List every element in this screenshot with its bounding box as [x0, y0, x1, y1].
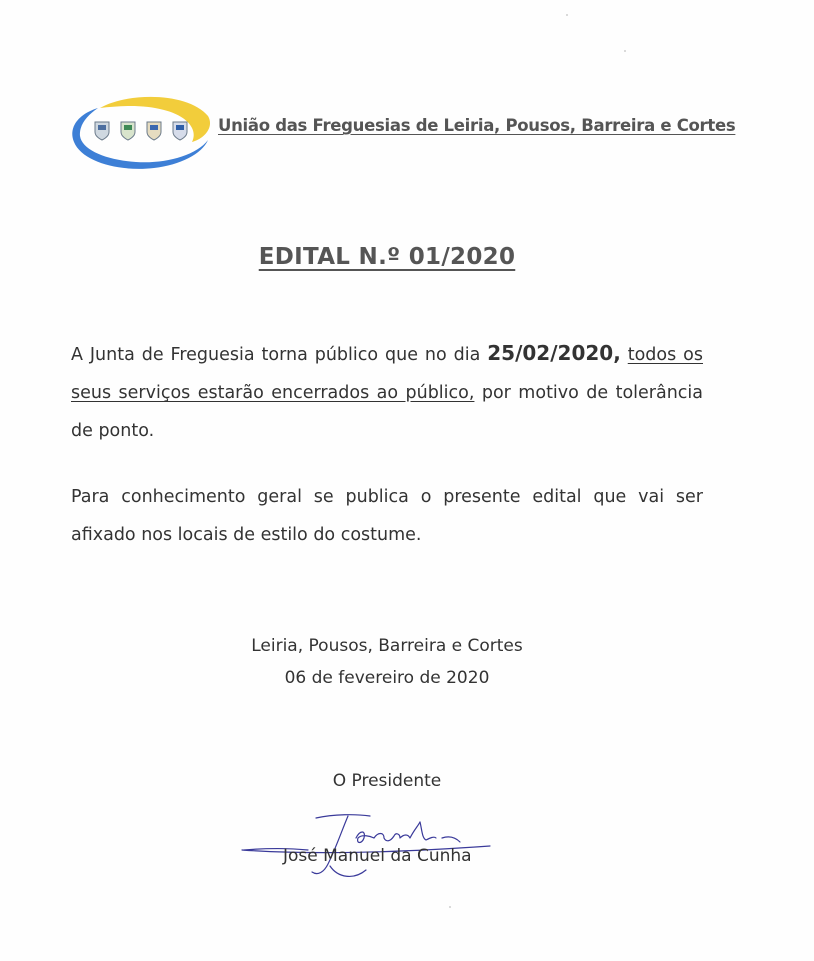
- place-location: Leiria, Pousos, Barreira e Cortes: [251, 636, 523, 656]
- letterhead: [68, 94, 748, 174]
- signer-role: O Presidente: [332, 771, 442, 791]
- signer-name: José Manuel da Cunha: [283, 846, 472, 866]
- publication-paragraph: Para conhecimento geral se publica o presente edital que vai ser afixado nos locais de estilo do costume.: [71, 487, 703, 545]
- scan-speck: [449, 906, 451, 908]
- closure-statement: todos os seus serviços estarão encerrados ao público,: [71, 345, 703, 403]
- place-and-date: [0, 630, 774, 694]
- issue-date: 06 de fevereiro de 2020: [284, 668, 490, 688]
- edital-title: EDITAL N.º 01/2020: [258, 244, 516, 270]
- notice-text-suffix: por motivo de tolerância de ponto.: [71, 383, 704, 441]
- scan-speck: [624, 50, 626, 52]
- notice-paragraph: [71, 334, 703, 450]
- parish-union-logo-icon: [68, 94, 214, 174]
- closure-date: 25/02/2020,: [487, 341, 621, 365]
- organization-name: União das Freguesias de Leiria, Pousos, Barreira e Cortes: [218, 116, 736, 135]
- scan-speck: [566, 14, 568, 16]
- notice-text-prefix: A Junta de Freguesia torna público que no dia: [71, 345, 488, 365]
